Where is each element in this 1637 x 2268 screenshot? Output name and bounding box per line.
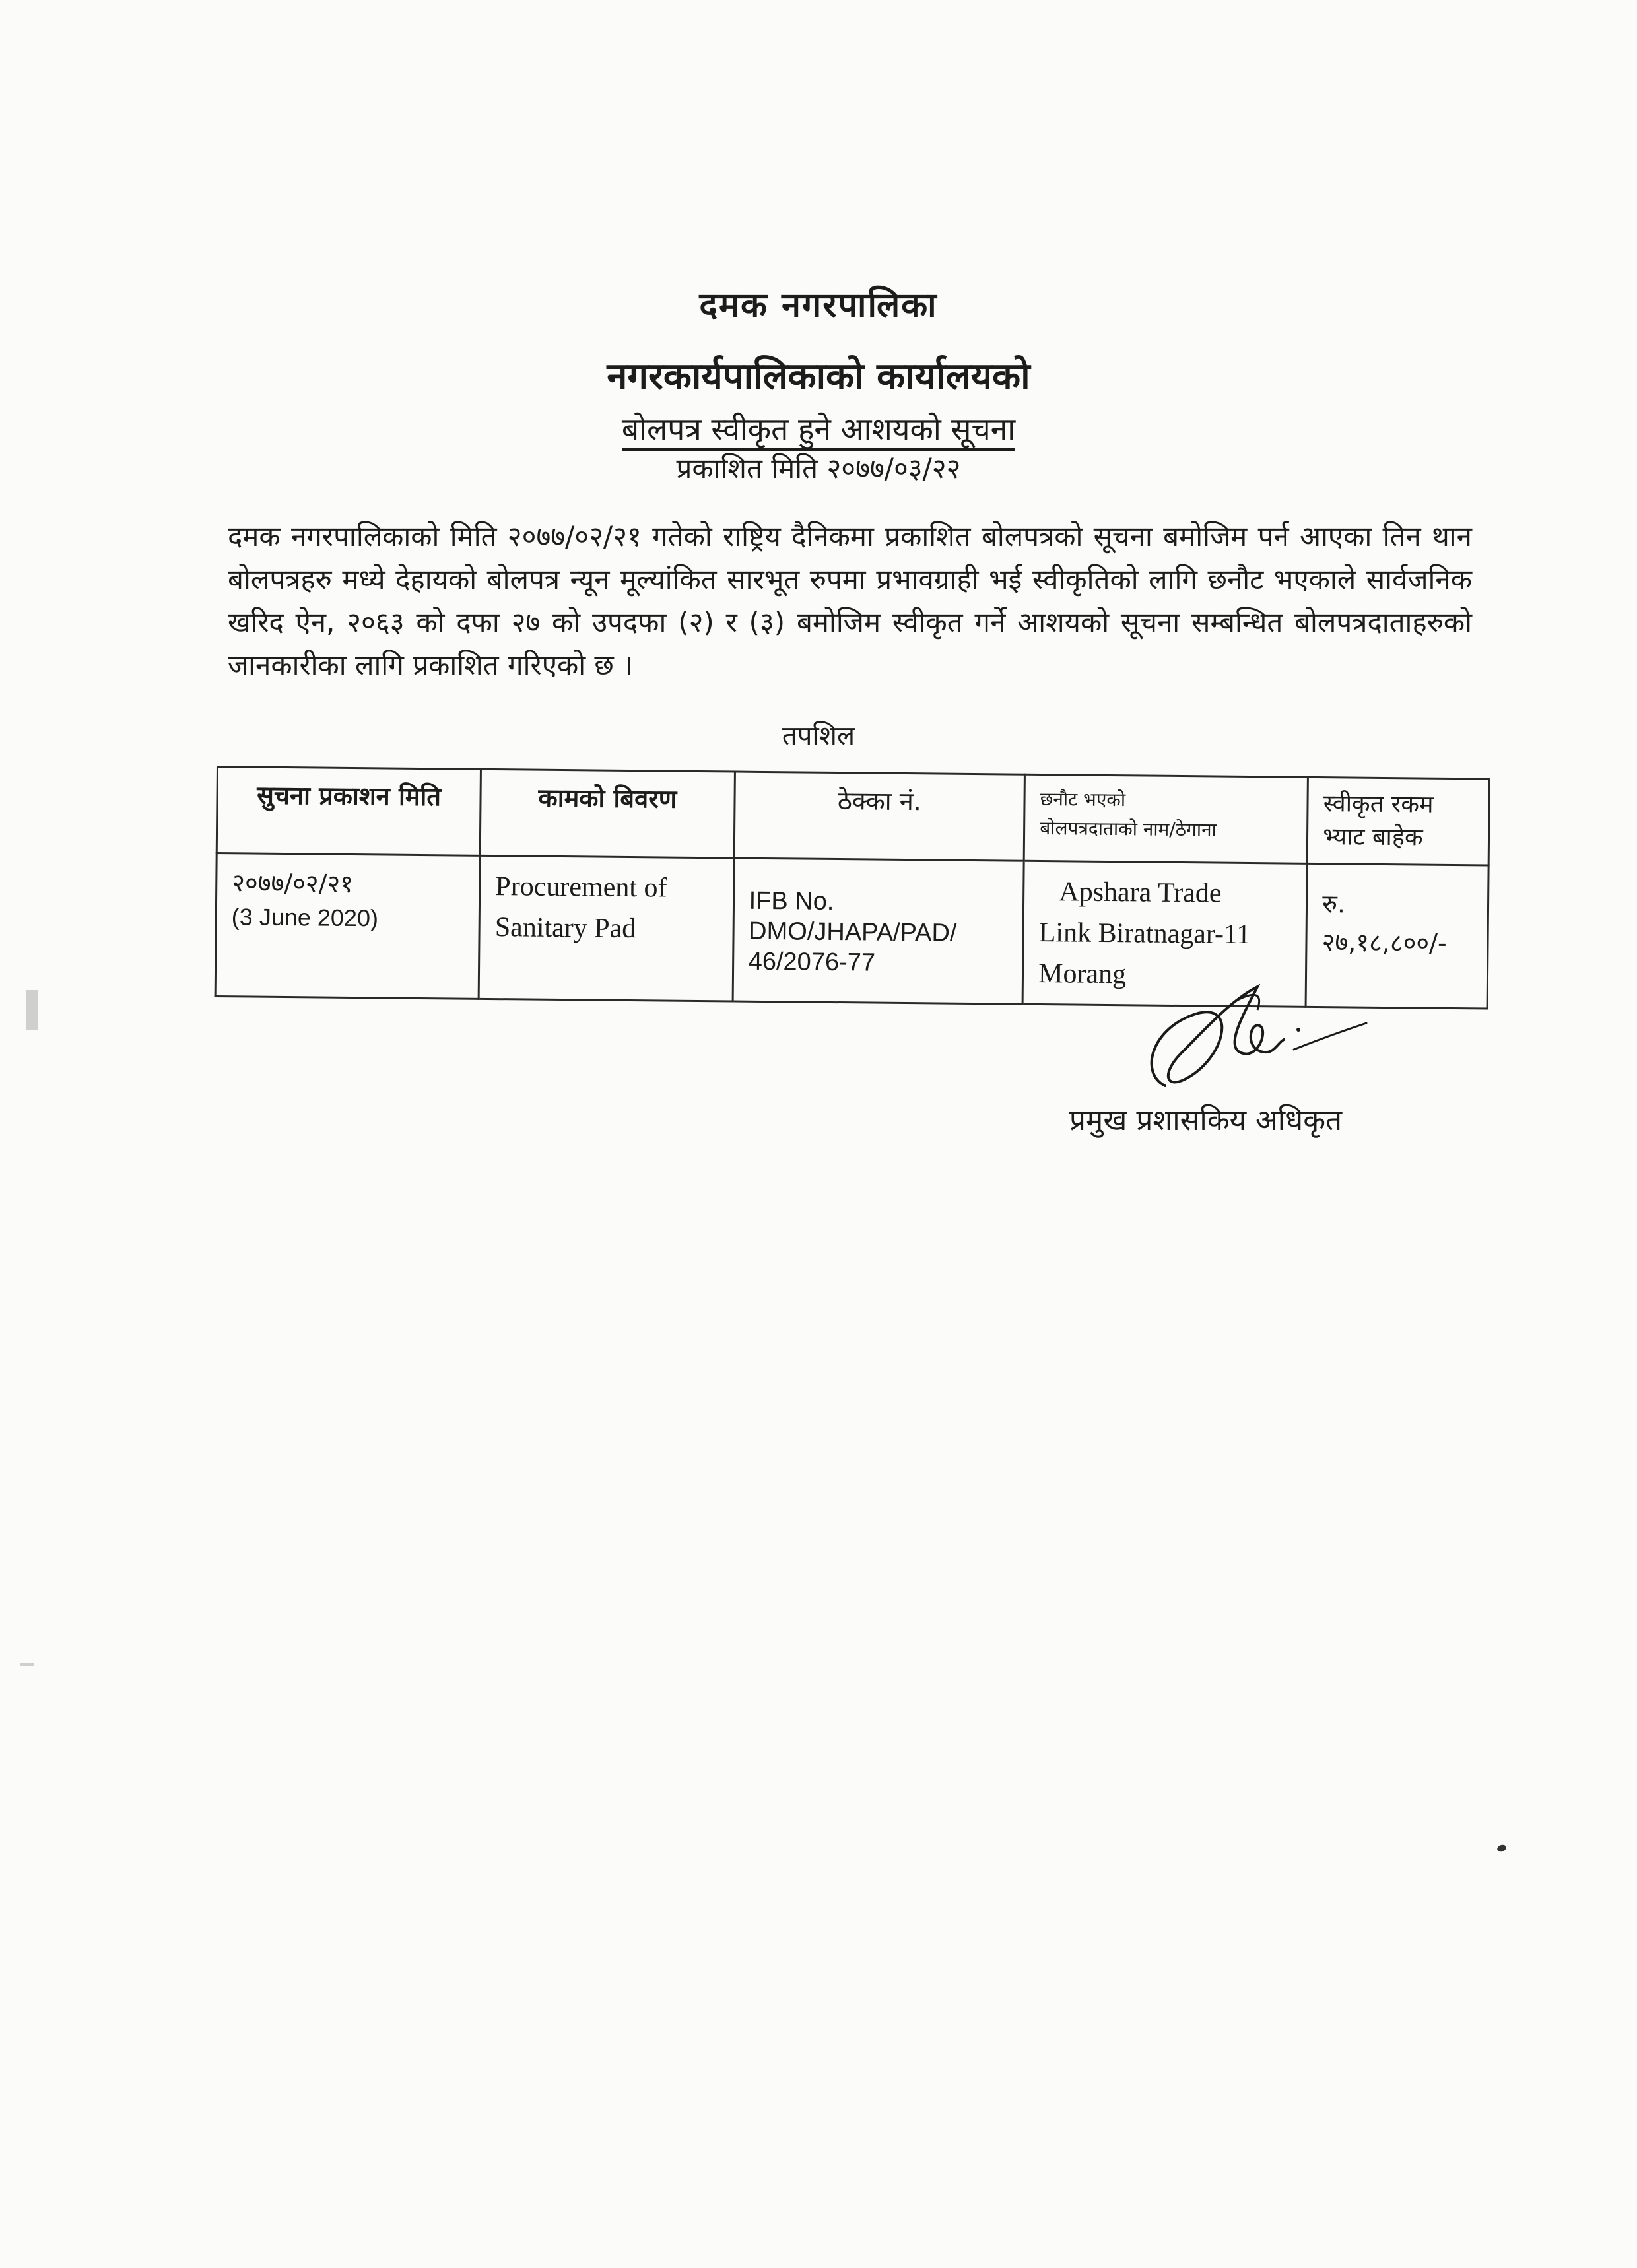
header-work-description: कामको बिवरण	[480, 769, 735, 858]
cell-notice-date	[215, 853, 480, 999]
header-selected-bidder	[1024, 774, 1308, 863]
header-contract-no: ठेक्का नं.	[734, 772, 1025, 861]
scan-mark	[20, 1663, 34, 1666]
header-selected-bidder-line1: छनौट भएको	[1040, 787, 1126, 811]
cell-work-description: Procurement of Sanitary Pad	[479, 855, 733, 1001]
ink-spot	[1496, 1844, 1508, 1853]
bidder-line1: Apshara Trade	[1059, 877, 1222, 909]
notice-paragraph: दमक नगरपालिकाको मिति २०७७/०२/२१ गतेको राष्ट्रिय दैनिकमा प्रकाशित बोलपत्रको सूचना बमोजिम पर्न आएका तिन थान बोलपत्रहरु मध्ये देहायको बोलपत्र न्यून मूल्यांकित सारभूत रुपमा प्रभावग्राही भई स्वीकृतिको लागि छनौट भएकाले सार्वजनिक खरिद ऐन, २०६३ को दफा २७ को उपदफा (२) र (३) बमोजिम स्वीकृत गर्ने आशयको सूचना सम्बन्धित बोलपत्रदाताहरुको जानकारीका लागि प्रकाशित गरिएको छ ।	[228, 520, 1472, 681]
amount-value: २७,१८,८००/-	[1321, 927, 1447, 958]
signature-icon	[1125, 974, 1376, 1106]
bidder-line2: Link Biratnagar-11	[1038, 917, 1251, 951]
published-date: प्रकाशित मिति २०७७/०३/२२	[676, 452, 961, 484]
table-header-row	[217, 767, 1489, 865]
officer-title: प्रमुख प्रशासकिय अधिकृत	[1069, 1104, 1343, 1137]
details-heading: तपशिल	[782, 721, 855, 751]
notice-title-text: बोलपत्र स्वीकृत हुने आशयको सूचना	[622, 411, 1015, 451]
municipality-name: दमक नगरपालिका	[699, 286, 938, 325]
cell-contract-no: IFB No. DMO/JHAPA/PAD/ 46/2076-77	[733, 858, 1024, 1004]
header-amount-line1: स्वीकृत रकम	[1323, 790, 1434, 818]
notice-title	[0, 408, 1637, 449]
scan-mark	[26, 990, 38, 1030]
header-selected-bidder-line2: बोलपत्रदाताको नाम/ठेगाना	[1040, 817, 1217, 841]
bidder-line3: Morang	[1038, 958, 1127, 990]
amount-prefix: रु.	[1322, 889, 1346, 919]
office-name: नगरकार्यपालिकाको कार्यालयको	[607, 355, 1030, 398]
header-amount	[1307, 777, 1489, 865]
header-amount-line2: भ्याट बाहेक	[1323, 823, 1423, 851]
date-nepali: २०७७/०२/२१	[232, 868, 354, 898]
header-notice-date: सुचना प्रकाशन मिति	[217, 767, 481, 856]
date-english: (3 June 2020)	[231, 903, 379, 932]
